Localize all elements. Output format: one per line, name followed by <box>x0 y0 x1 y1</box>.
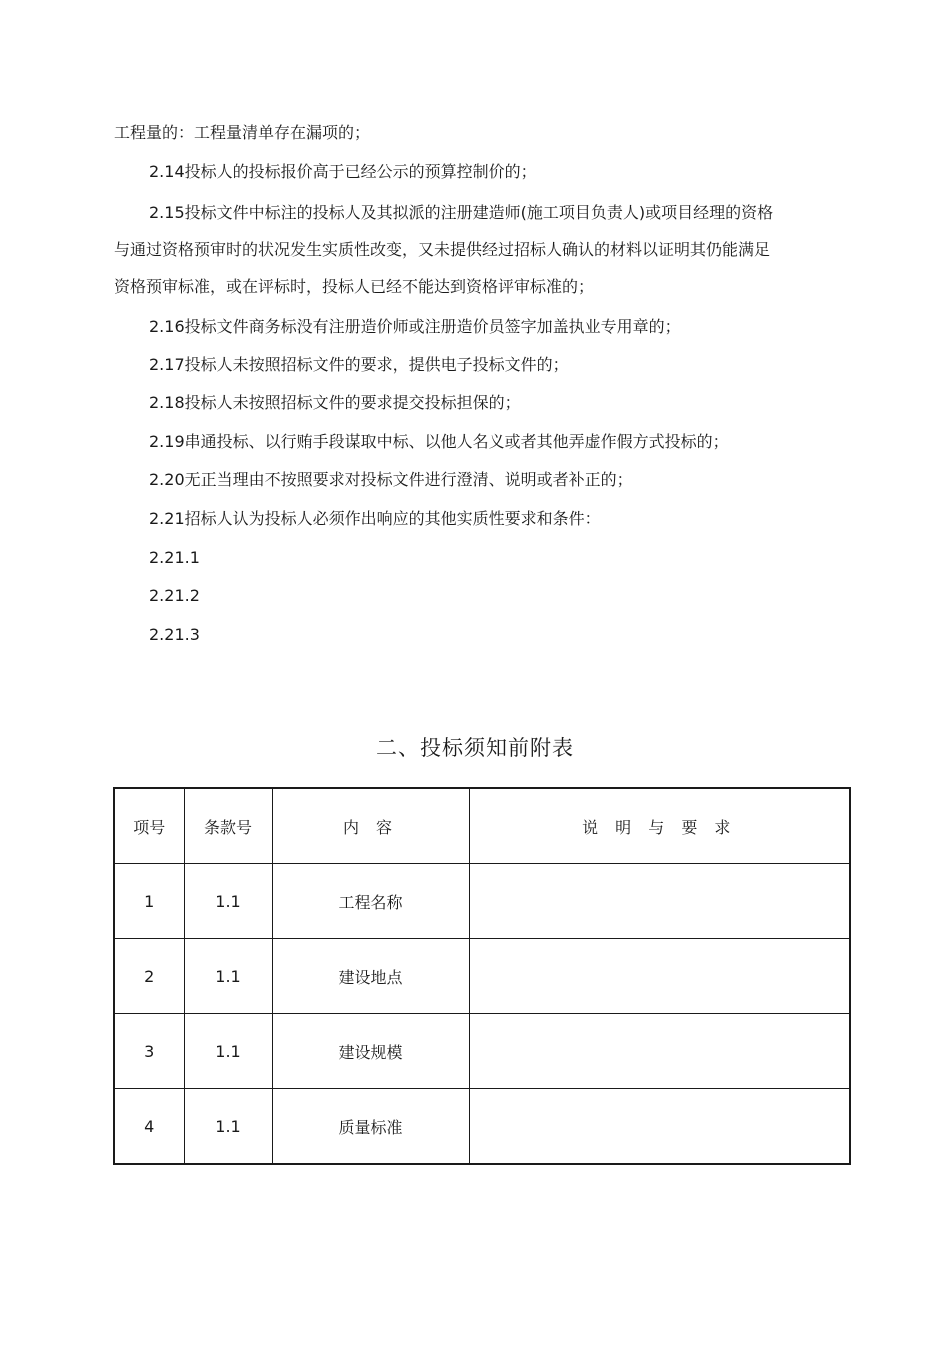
table-row <box>114 1014 850 1089</box>
paragraph-2-16: 2.16投标文件商务标没有注册造价师或注册造价员签字加盖执业专用章的； <box>149 317 681 336</box>
cell-clause-no: 1.1 <box>184 864 272 939</box>
paragraph-bill-omission: 工程量的：工程量清单存在漏项的； <box>114 123 371 142</box>
paragraph-2-19: 2.19串通投标、以行贿手段谋取中标、以他人名义或者其他弄虚作假方式投标的； <box>149 432 729 451</box>
section-title: 二、投标须知前附表 <box>376 736 574 760</box>
cell-content: 质量标准 <box>272 1089 469 1165</box>
table-row <box>114 939 850 1014</box>
header-content: 内 容 <box>272 788 469 864</box>
cell-content: 建设规模 <box>272 1014 469 1089</box>
cell-clause-no: 1.1 <box>184 1089 272 1165</box>
cell-clause-no: 1.1 <box>184 939 272 1014</box>
paragraph-2-21-3: 2.21.3 <box>149 625 200 644</box>
paragraph-2-20: 2.20无正当理由不按照要求对投标文件进行澄清、说明或者补正的； <box>149 470 633 489</box>
table-row <box>114 864 850 939</box>
header-description: 说 明 与 要 求 <box>469 788 850 864</box>
cell-item-no: 2 <box>114 939 184 1014</box>
paragraph-2-15-line1: 2.15投标文件中标注的投标人及其拟派的注册建造师(施工项目负责人)或项目经理的资格 <box>149 203 774 222</box>
cell-item-no: 4 <box>114 1089 184 1165</box>
paragraph-2-21-2: 2.21.2 <box>149 586 200 605</box>
cell-clause-no: 1.1 <box>184 1014 272 1089</box>
cell-content: 建设地点 <box>272 939 469 1014</box>
instructions-front-table <box>113 787 851 1165</box>
table-header-row <box>114 788 850 864</box>
header-item-no: 项号 <box>114 788 184 864</box>
table-row <box>114 1089 850 1165</box>
paragraph-2-15-line2: 与通过资格预审时的状况发生实质性改变，又未提供经过招标人确认的材料以证明其仍能满足 <box>114 240 771 259</box>
paragraph-2-15-line3: 资格预审标准，或在评标时，投标人已经不能达到资格评审标准的； <box>114 277 595 296</box>
cell-content: 工程名称 <box>272 864 469 939</box>
cell-item-no: 3 <box>114 1014 184 1089</box>
cell-description <box>469 939 850 1014</box>
cell-description <box>469 1089 850 1165</box>
header-clause-no: 条款号 <box>184 788 272 864</box>
paragraph-2-21-1: 2.21.1 <box>149 548 200 567</box>
paragraph-2-17: 2.17投标人未按照招标文件的要求，提供电子投标文件的； <box>149 355 569 374</box>
paragraph-2-18: 2.18投标人未按照招标文件的要求提交投标担保的； <box>149 393 521 412</box>
paragraph-2-14: 2.14投标人的投标报价高于已经公示的预算控制价的； <box>149 162 537 181</box>
paragraph-2-21: 2.21招标人认为投标人必须作出响应的其他实质性要求和条件： <box>149 509 601 528</box>
cell-description <box>469 1014 850 1089</box>
cell-item-no: 1 <box>114 864 184 939</box>
cell-description <box>469 864 850 939</box>
